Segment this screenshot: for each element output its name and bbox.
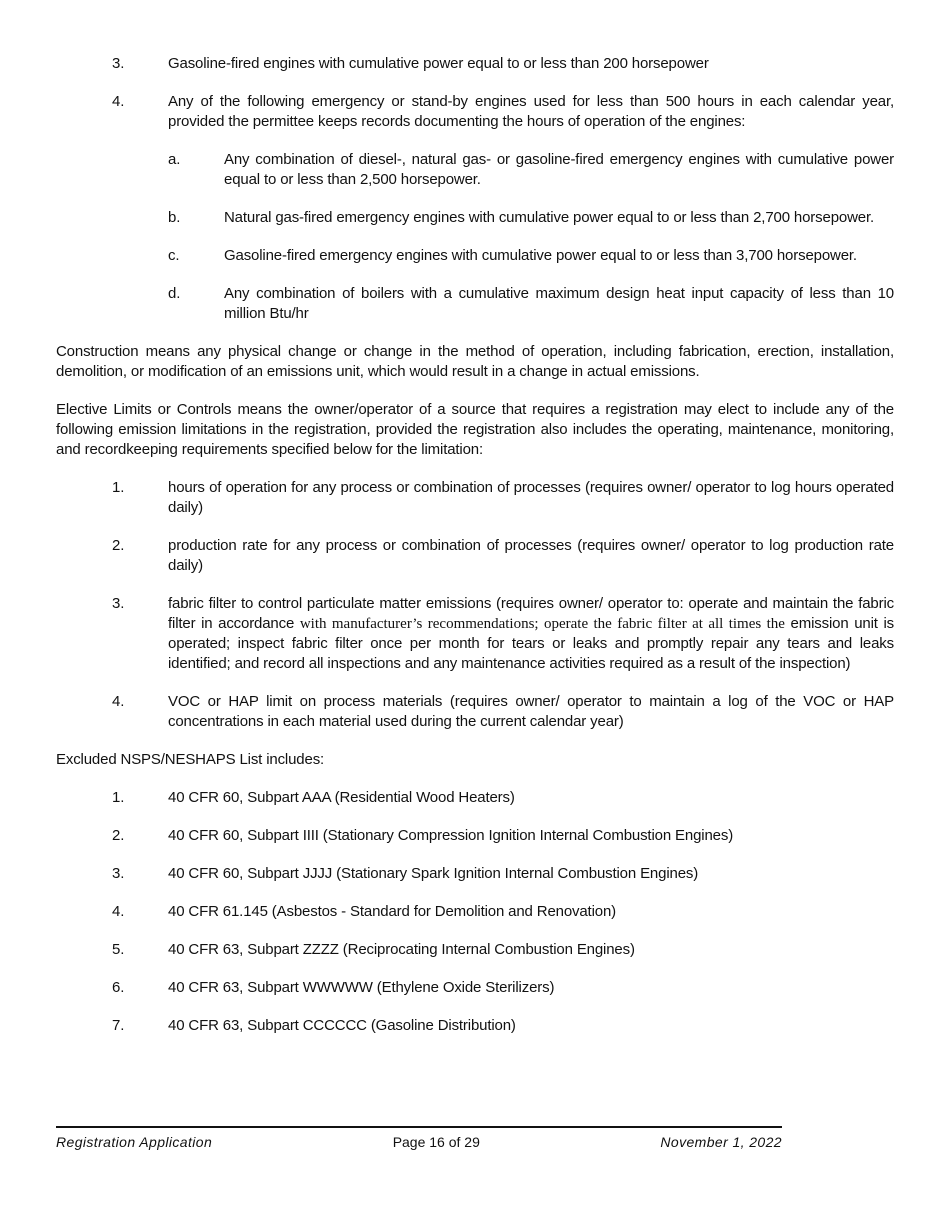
list-item <box>56 902 894 922</box>
list-item-number: 3. <box>112 865 125 882</box>
list-item-text-serif: with manufacturer’s recommendations; operate the fabric filter at all times the <box>299 616 785 632</box>
list-item-number: 3. <box>112 595 125 612</box>
list-item-text: fabric filter to control particulate matter emissions (requires owner/ operator to: operate and maintain the fabric filter in accordance <box>168 595 894 632</box>
sub-list-item <box>56 150 894 190</box>
list-item <box>56 692 894 732</box>
list-item-text: emission unit is operated; inspect fabric filter once per month for tears or leaks and promptly repair any tears and leaks identified; and record all inspections and any maintenance activities required as a result of the inspection) <box>168 615 894 672</box>
list-item <box>56 536 894 576</box>
page-footer <box>56 1126 782 1150</box>
elective-limits-definition: Elective Limits or Controls means the owner/operator of a source that requires a registration may elect to include any of the following emission limitations in the registration, provided the registration also includes the operating, maintenance, monitoring, and recordkeeping requirements specified below for the limitation: <box>56 401 894 458</box>
list-item-number: 6. <box>112 979 125 996</box>
sub-list-item-text: Any combination of boilers with a cumulative maximum design heat input capacity of less than 10 million Btu/hr <box>224 285 894 322</box>
list-item-text: 40 CFR 63, Subpart ZZZZ (Reciprocating Internal Combustion Engines) <box>168 941 635 958</box>
sub-list-item-letter: a. <box>168 151 181 168</box>
sub-list-item-text: Gasoline-fired emergency engines with cumulative power equal to or less than 3,700 horsepower. <box>224 247 857 264</box>
list-item-text: Any of the following emergency or stand-by engines used for less than 500 hours in each calendar year, provided the permittee keeps records documenting the hours of operation of the engines: <box>168 93 894 130</box>
list-item-number: 5. <box>112 941 125 958</box>
list-item-number: 2. <box>112 827 125 844</box>
excluded-list-intro: Excluded NSPS/NESHAPS List includes: <box>56 751 325 768</box>
list-item-number: 3. <box>112 55 125 72</box>
footer-date: November 1, 2022 <box>660 1134 782 1150</box>
sub-list-item-text: Natural gas-fired emergency engines with cumulative power equal to or less than 2,700 horsepower. <box>224 209 874 226</box>
construction-definition: Construction means any physical change or change in the method of operation, including fabrication, erection, installation, demolition, or modification of an emissions unit, which would result in a change in actual emissions. <box>56 343 894 380</box>
list-item <box>56 92 894 132</box>
sub-list-item-text: Any combination of diesel-, natural gas- or gasoline-fired emergency engines with cumulative power equal to or less than 2,500 horsepower. <box>224 151 894 188</box>
document-page <box>56 54 894 1054</box>
list-item-number: 4. <box>112 693 125 710</box>
list-item-text: 40 CFR 60, Subpart JJJJ (Stationary Spark Ignition Internal Combustion Engines) <box>168 865 699 882</box>
list-item-text: 40 CFR 61.145 (Asbestos - Standard for Demolition and Renovation) <box>168 903 616 920</box>
list-item-text: VOC or HAP limit on process materials (requires owner/ operator to maintain a log of the VOC or HAP concentrations in each material used during the current calendar year) <box>168 693 894 730</box>
sub-list-item-letter: d. <box>168 285 181 302</box>
footer-document-title: Registration Application <box>56 1134 213 1150</box>
sub-list-item <box>56 208 894 228</box>
list-item <box>56 478 894 518</box>
sub-list-item-letter: b. <box>168 209 181 226</box>
sub-list-item <box>56 246 894 266</box>
list-item <box>56 864 894 884</box>
sub-list-item <box>56 284 894 324</box>
footer-page-number: Page 16 of 29 <box>392 1134 480 1150</box>
list-item-number: 4. <box>112 903 125 920</box>
list-item-text: 40 CFR 60, Subpart AAA (Residential Wood Heaters) <box>168 789 515 806</box>
list-item-text: production rate for any process or combination of processes (requires owner/ operator to log production rate daily) <box>168 537 894 574</box>
list-item <box>56 594 894 674</box>
list-item <box>56 940 894 960</box>
list-item <box>56 54 894 74</box>
list-item-text: 40 CFR 60, Subpart IIII (Stationary Compression Ignition Internal Combustion Engines) <box>168 827 734 844</box>
sub-list-item-letter: c. <box>168 247 180 264</box>
list-item-text: Gasoline-fired engines with cumulative power equal to or less than 200 horsepower <box>168 55 709 72</box>
list-item <box>56 978 894 998</box>
list-item-number: 2. <box>112 537 125 554</box>
list-item-text: 40 CFR 63, Subpart CCCCCC (Gasoline Distribution) <box>168 1017 516 1034</box>
list-item-number: 7. <box>112 1017 125 1034</box>
list-item-number: 1. <box>112 479 125 496</box>
list-item <box>56 826 894 846</box>
list-item-text: 40 CFR 63, Subpart WWWWW (Ethylene Oxide Sterilizers) <box>168 979 555 996</box>
list-item-number: 1. <box>112 789 125 806</box>
list-item-text: hours of operation for any process or combination of processes (requires owner/ operator to log hours operated daily) <box>168 479 894 516</box>
list-item <box>56 1016 894 1036</box>
list-item <box>56 788 894 808</box>
list-item-number: 4. <box>112 93 125 110</box>
